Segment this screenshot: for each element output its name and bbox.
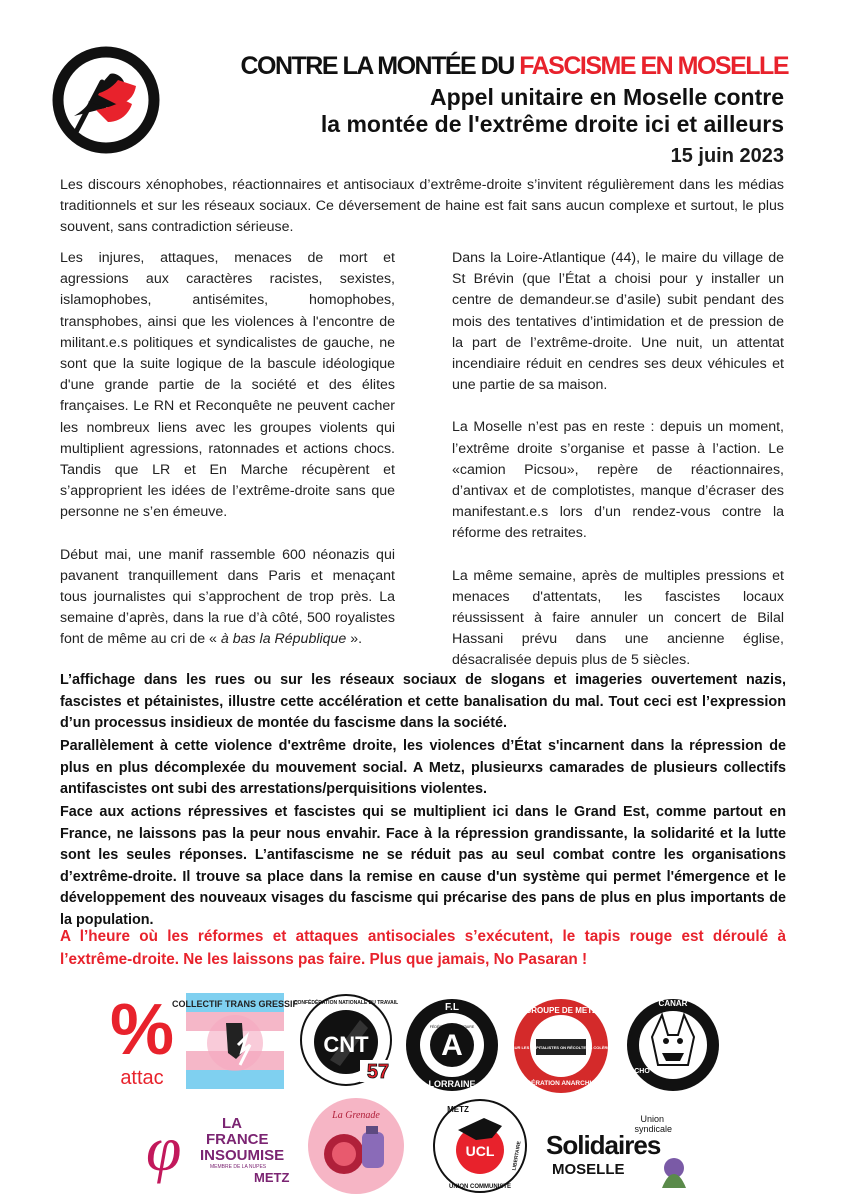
lfi-line-1: LA — [222, 1115, 242, 1132]
lfi-line-2: FRANCE — [206, 1131, 269, 1148]
fa-bottom-text: FÉDÉRATION ANARCHISTE — [518, 1080, 604, 1087]
intro-paragraph: Les discours xénophobes, réactionnaires et antisociaux d’extrême-droite s’invitent régulièrement dans les médias traditionnels et sur les réseaux sociaux. Ce déversement de haine est fait sans aucun complexe et surtout, le plus souvent, sans contradiction sérieuse. — [60, 177, 784, 236]
ucl-center-text: UCL — [465, 1143, 495, 1159]
bold-paragraph-paralellement: Parallèlement à cette violence d'extrême droite, les violences d’État s'incarnent dans la répression de plus en plus décomplexée du mouvement social. A Metz, plusieurxs camarades de plusieurs collectifs antifascistes ont subi des arrestations/perquisitions violentes. — [60, 738, 786, 797]
cnt-number: 57 — [366, 1061, 390, 1083]
publication-date: 15 juin 2023 — [670, 145, 784, 167]
closing-red-paragraph: A l’heure où les réformes et attaques antisociales s’exécutent, le tapis rouge est déroulé à l’extrême-droite. Ne les laissons pas faire. Plus que jamais, No Pasaran ! — [60, 928, 786, 968]
collectif-trans-logo — [172, 993, 298, 1089]
left-paragraph-2-italic: à bas la République — [220, 631, 347, 648]
fl-side-text: FÉDÉRATION LIBERTAIRE — [429, 1025, 475, 1029]
lfi-city: METZ — [254, 1170, 290, 1185]
ucl-city: METZ — [447, 1105, 469, 1114]
fl-bottom-text: LORRAINE — [428, 1079, 476, 1089]
solidaires-union: Union — [640, 1114, 664, 1124]
cnt-center-text: CNT — [323, 1032, 369, 1057]
solidaires-moselle-logo — [544, 1112, 694, 1188]
trans-collective-text: COLLECTIF TRANS GRESSIF — [172, 999, 298, 1009]
cnt-57-logo — [293, 990, 399, 1088]
attac-logo — [110, 992, 174, 1088]
la-grenade-logo — [306, 1096, 406, 1196]
grenade-name: La Grenade — [332, 1110, 380, 1121]
fl-top-text: F.L — [445, 1002, 459, 1013]
right-paragraph-1: Dans la Loire-Atlantique (44), le maire du village de St Brévin (que l’État a choisi pour y installer un centre de demandeur.se d’asile) subit pendant des mois des tentatives d’intimidation et de pression de la part de l’extrême-droite. Une nuit, un attentat incendiaire réduit en cendres ses deux véhicules et une partie de sa maison. — [452, 250, 784, 394]
solidaires-name: Solidaires — [546, 1130, 661, 1160]
ucl-ring-bottom: UNION COMMUNISTE — [449, 1184, 511, 1190]
lfi-note: MEMBRE DE LA NUPES — [210, 1164, 267, 1170]
fl-center-a: A — [441, 1029, 463, 1062]
left-paragraph-1: Les injures, attaques, menaces de mort et agressions aux caractères racistes, sexistes, islamophobes, antisémites, homophobes, transphobes, ainsi que les violences à l'encontre de militant.e.s politiques et syndicalistes de gauche, ne sont que la suite logique de la bascule idéologique d'une grande partie de la société et des élites françaises. Le RN et Reconquête ne peuvent cacher les nombreux liens avec les groupes violents qui multiplient agressions, ratonnades et actions chocs. Tandis que LR et En Marche récupèrent et s’approprient les idées de l’extrême-droite sans que personne ne s’en émeuve. — [60, 250, 395, 521]
page-title — [176, 52, 788, 81]
canar-top-text: CANAR — [658, 999, 688, 1008]
fa-top-text: GROUPE DE METZ — [524, 1006, 598, 1015]
title-black-part: CONTRE LA MONTÉE DU — [240, 52, 514, 80]
lfi-line-3: INSOUMISE — [200, 1147, 285, 1164]
subtitle — [176, 84, 784, 138]
right-column — [452, 248, 784, 693]
federation-anarchiste-metz-logo — [512, 997, 610, 1095]
ucl-ring-right: LIBERTAIRE — [511, 1140, 523, 1171]
solidaires-region: MOSELLE — [552, 1161, 625, 1178]
france-insoumise-metz-logo — [144, 1110, 294, 1186]
left-column — [60, 248, 395, 672]
right-paragraph-2: La Moselle n’est pas en reste : depuis un moment, l’extrême droite s’organise et passe à l’action. Le «camion Picsou», repère de réactionnaires, d’antivax et de complotistes, manque d’écraser des manifestant.e.s lors d’un rendez-vous contre la réforme des retraites. — [452, 419, 784, 542]
right-paragraph-3: La même semaine, après de multiples pressions et menaces d'attentats, les fascistes locaux réussissent à faire annuler un concert de Bilal Hassani prévu dans une ancienne église, désacralisée depuis plus de 5 siècles. — [452, 567, 784, 669]
federation-libertaire-lorraine-logo — [404, 997, 500, 1093]
bold-paragraph-face-aux-actions: Face aux actions répressives et fascistes qui se multiplient ici dans le Grand Est, comme partout en France, ne laissons pas la peur nous envahir. Face à la répression grandissante, la solidarité et la lutte sont les seules réponses. L’antifascisme ne se réduit pas au seul combat contre les organisations d’extrême-droite. Il trouve sa place dans la remise en cause d'un système qui permet l'émergence et le développement des nouveaux visages du fascisme qui précarise des pans de plus en plus importants de la population. — [60, 804, 786, 928]
left-paragraph-2-end: ». — [346, 631, 363, 648]
ucl-metz-logo — [432, 1096, 528, 1194]
cnt-ring-text: CONFÉDÉRATION NATIONALE DU TRAVAIL — [293, 1000, 399, 1006]
attac-name: attac — [120, 1067, 164, 1089]
title-red-part: FASCISME EN MOSELLE — [519, 52, 788, 80]
solidaires-syndicale: syndicale — [634, 1124, 672, 1134]
canard-anarchiste-logo — [622, 995, 724, 1095]
attac-percent-mark: % — [109, 990, 175, 1070]
fa-banner-text: SUR LES CAPITALISTES ON RÉCOLTE LA COLÈRE — [511, 1045, 611, 1050]
subtitle-line-2: la montée de l'extrême droite ici et ailleurs — [320, 111, 784, 137]
svg-text:φ: φ — [146, 1113, 182, 1184]
left-paragraph-2-start: Début mai, une manif rassemble 600 néonazis qui pavanent tranquillement dans Paris et menaçant tous journalistes qui s’approchent de trop près. La semaine d’après, dans la rue d’à côté, 500 royalistes font de même au cri de « — [60, 546, 395, 648]
subtitle-line-1: Appel unitaire en Moselle contre — [429, 84, 784, 110]
canar-side-text: CHO — [634, 1068, 650, 1075]
antifa-flag-logo — [52, 46, 160, 154]
left-paragraph-2 — [60, 545, 395, 651]
bold-paragraph-affichage: L’affichage dans les rues ou sur les réseaux sociaux de slogans et imageries ouvertement nazis, fascistes et pétainistes, illustre cette accélération et cette banalisation du mal. Tout ceci est l’expression d’un processus insidieux de montée du fascisme dans la société. — [60, 672, 786, 731]
